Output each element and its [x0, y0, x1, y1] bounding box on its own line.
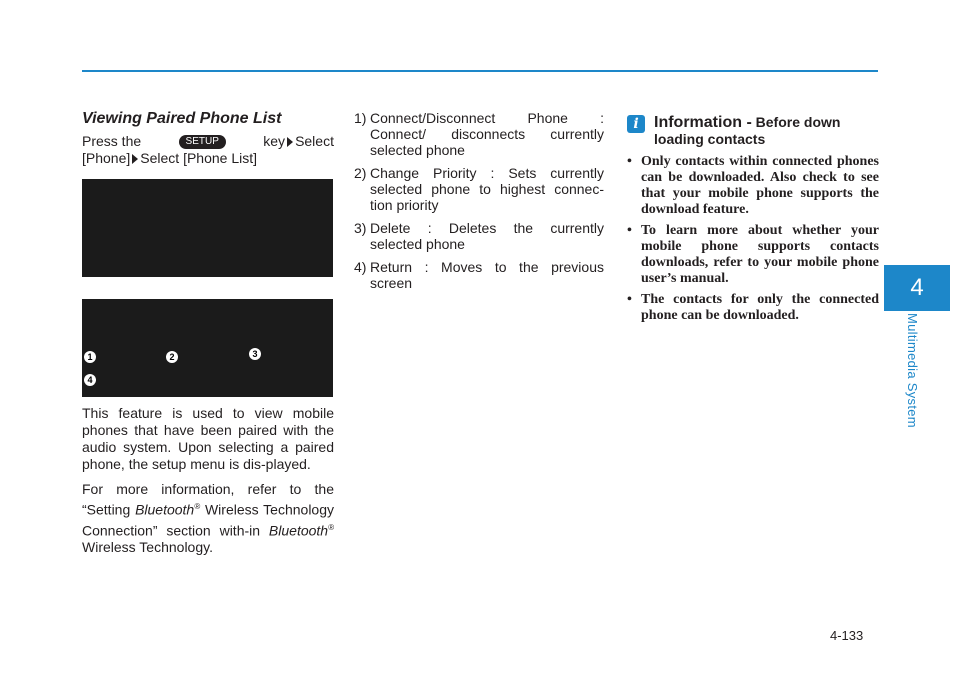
screen-image-phone-list — [82, 179, 333, 277]
bullet-icon: • — [627, 154, 632, 169]
path-phone: [Phone] — [82, 150, 131, 166]
list-item — [354, 220, 604, 252]
info-lead: Information - — [654, 114, 752, 131]
list-text: Change Priority : Sets currently selected phone to highest connec-tion priority — [370, 165, 604, 213]
callout-3: 3 — [249, 348, 261, 360]
bullet-icon: • — [627, 292, 632, 307]
path-phone-list: Select [Phone List] — [140, 150, 258, 166]
description-para-1: This feature is used to view mobile phones that have been paired with the audio system. Upon selecting a paired phone, the setup menu is dis-played. — [82, 405, 334, 472]
list-number: 2) — [354, 165, 367, 181]
arrow-right-icon — [132, 154, 138, 164]
list-text: Connect/Disconnect Phone : Connect/ disconnects currently selected phone — [370, 110, 604, 158]
bullet-text: Only contacts within connected phones can be downloaded. Also check to see that your mobile phone supports the download feature. — [641, 154, 879, 217]
para-2-bluetooth-2: Bluetooth — [268, 522, 329, 539]
info-bullets — [627, 154, 879, 324]
chapter-title: Multimedia System — [905, 313, 920, 428]
info-header — [627, 114, 879, 148]
menu-path — [82, 133, 334, 167]
registered-mark-2: ® — [328, 522, 334, 532]
header-rule — [82, 70, 878, 72]
list-item — [354, 110, 604, 158]
section-title: Viewing Paired Phone List — [82, 110, 282, 127]
para-2-text-e: Wireless Technology. — [82, 539, 213, 556]
description-para-2 — [82, 481, 334, 556]
list-number: 4) — [354, 259, 367, 275]
info-subject: Before down loading contacts — [654, 114, 841, 147]
column-middle — [354, 110, 604, 298]
bullet-icon: • — [627, 223, 632, 238]
description — [82, 405, 334, 556]
info-icon: i — [627, 115, 645, 133]
para-2-bluetooth-1: Bluetooth — [135, 501, 195, 518]
callout-4: 4 — [84, 374, 96, 386]
bullet-item — [627, 223, 879, 287]
callout-1: 1 — [84, 351, 96, 363]
list-number: 3) — [354, 220, 367, 236]
list-item — [354, 165, 604, 213]
path-select: Select — [295, 133, 334, 149]
path-key-suffix: key — [263, 133, 286, 149]
list-item — [354, 259, 604, 291]
chapter-number: 4 — [910, 274, 924, 301]
info-title — [654, 114, 879, 148]
callout-2: 2 — [166, 351, 178, 363]
list-text: Delete : Deletes the currently selected phone — [370, 220, 604, 252]
bullet-text: To learn more about whether your mobile phone supports contacts downloads, refer to your mobile phone user’s manual. — [641, 223, 879, 286]
list-number: 1) — [354, 110, 367, 126]
list-text: Return : Moves to the previous screen — [370, 259, 604, 291]
bullet-item — [627, 154, 879, 218]
chapter-tab — [884, 265, 950, 311]
column-left — [82, 110, 334, 564]
screen-image-setup-menu — [82, 299, 333, 397]
registered-mark-1: ® — [194, 502, 201, 511]
bullet-item — [627, 292, 879, 324]
column-right — [627, 114, 879, 329]
bullet-text: The contacts for only the connected phone can be downloaded. — [641, 292, 879, 323]
arrow-right-icon — [287, 137, 293, 147]
path-press: Press the — [82, 133, 142, 149]
page-number: 4-133 — [830, 628, 864, 643]
para-2-text-c: Wireless Technology Connection” section with-in — [82, 501, 335, 539]
setup-key-icon: SETUP — [179, 135, 226, 149]
para-2-text-a: For more information, refer to the “Setting — [82, 481, 334, 518]
